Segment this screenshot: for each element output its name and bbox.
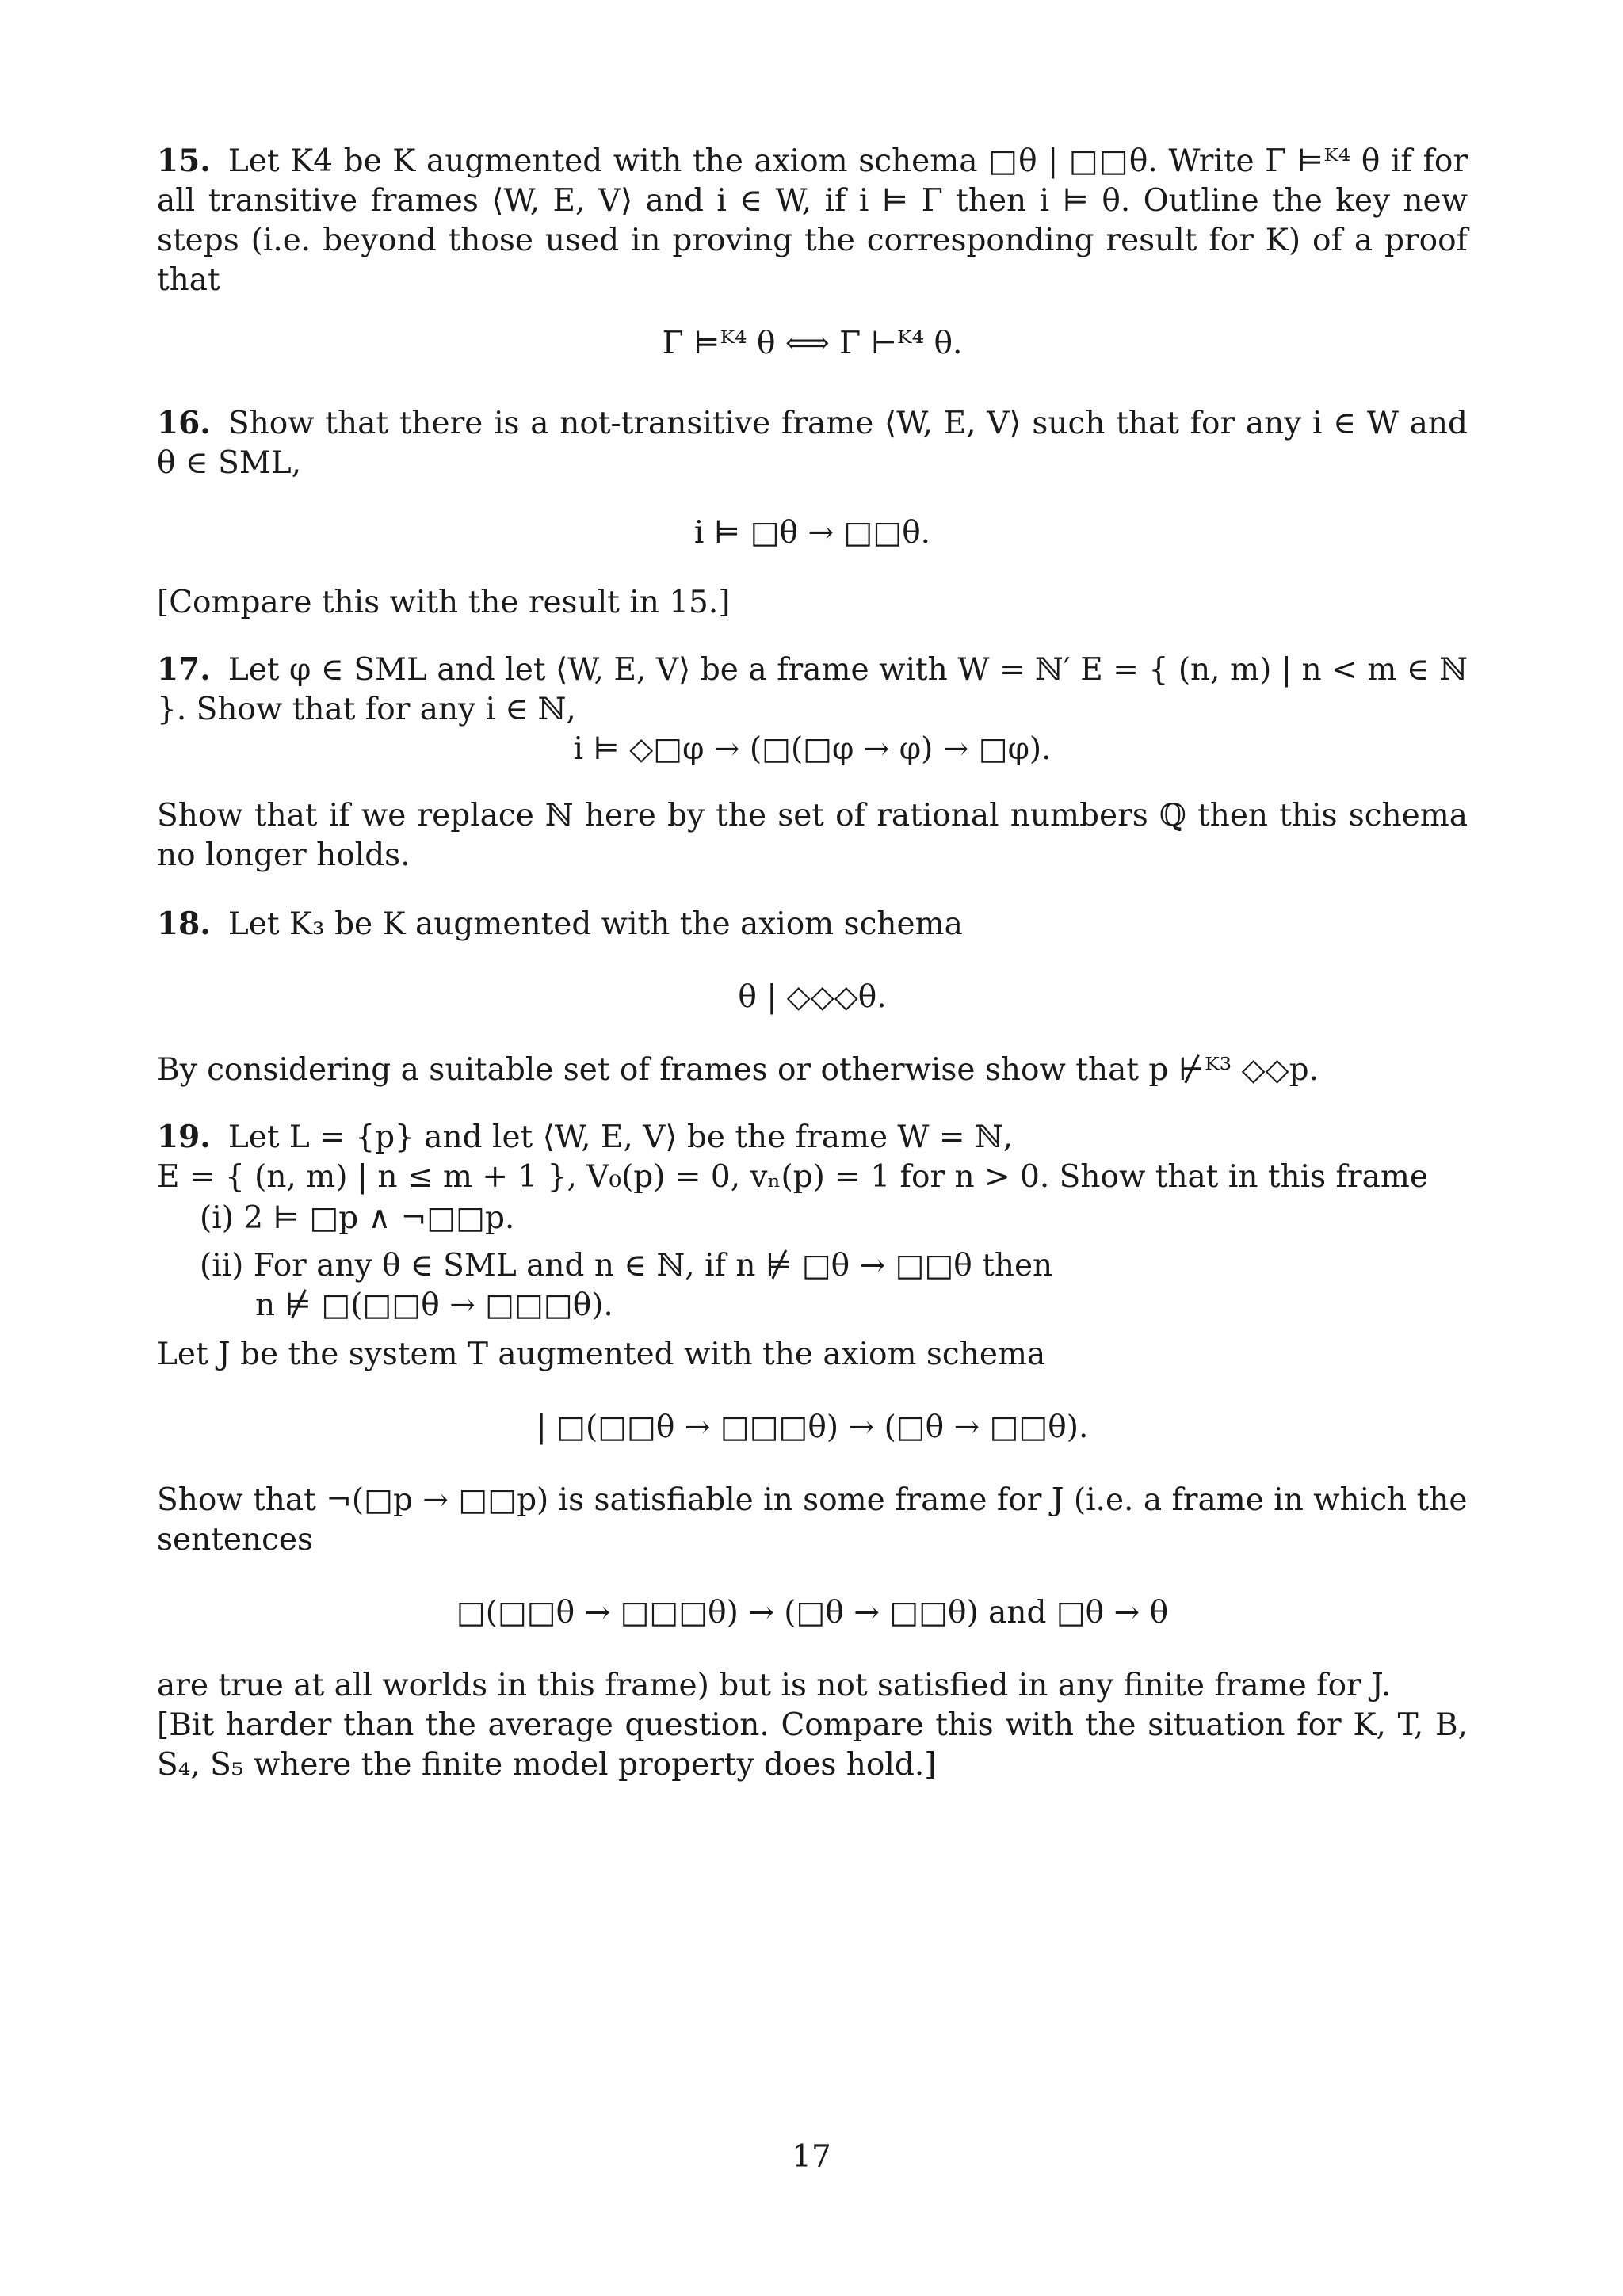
question-17-display: i ⊨ ◇□φ → (□(□φ → φ) → □φ). <box>573 731 1052 767</box>
question-19-show: Show that ¬(□p → □□p) is satisfiable in some frame for J (i.e. a frame in which the sentences <box>157 1482 1468 1558</box>
question-18-text: Let K₃ be K augmented with the axiom schema <box>227 906 963 942</box>
question-19-item-i: (i) 2 ⊨ □p ∧ ¬□□p. <box>200 1200 515 1236</box>
question-19-item-ii-cont: n ⊭ □(□□θ → □□□θ). <box>255 1287 613 1323</box>
question-17 <box>157 650 1468 730</box>
question-19-number: 19. <box>157 1119 211 1155</box>
question-18-number: 18. <box>157 906 211 942</box>
question-19-item-ii: (ii) For any θ ∈ SML and n ∈ ℕ, if n ⊭ □θ → □□θ then <box>200 1248 1053 1283</box>
question-16-text: Show that there is a not-transitive frame ⟨W, E, V⟩ such that for any i ∈ W and θ ∈ SML, <box>157 406 1468 481</box>
question-19 <box>157 1117 1468 1158</box>
question-19-line2: E = { (n, m) | n ≤ m + 1 }, V₀(p) = 0, vₙ(p) = 1 for n > 0. Show that in this frame <box>157 1159 1428 1195</box>
question-15-number: 15. <box>157 143 211 179</box>
question-16 <box>157 403 1468 483</box>
question-17-after: Show that if we replace ℕ here by the set of rational numbers ℚ then this schema no longer holds. <box>157 798 1468 873</box>
question-15-text: Let K4 be K augmented with the axiom schema □θ | □□θ. Write Γ ⊨ᴷ⁴ θ if for all transitive frames ⟨W, E, V⟩ and i ∈ W, if i ⊨ Γ then i ⊨ θ. Outline the key new steps (i.e. beyond those used in proving the corresponding result for K) of a proof that <box>157 143 1468 298</box>
page-content <box>157 141 1468 1785</box>
question-16-display: i ⊨ □θ → □□θ. <box>693 515 931 551</box>
question-16-note: [Compare this with the result in 15.] <box>157 585 731 620</box>
question-15-display: Γ ⊨ᴷ⁴ θ ⟺ Γ ⊢ᴷ⁴ θ. <box>662 326 963 361</box>
question-16-number: 16. <box>157 405 211 441</box>
question-19-display-2: □(□□θ → □□□θ) → (□θ → □□θ) and □θ → θ <box>456 1595 1169 1630</box>
question-18-display: θ | ◇◇◇θ. <box>738 979 887 1015</box>
question-15 <box>157 141 1468 300</box>
question-19-system: Let J be the system T augmented with the axiom schema <box>157 1337 1046 1372</box>
question-17-text: Let φ ∈ SML and let ⟨W, E, V⟩ be a frame with W = ℕ′ E = { (n, m) | n < m ∈ ℕ }. Show that for any i ∈ ℕ, <box>157 652 1468 727</box>
page-number: 17 <box>792 2139 831 2175</box>
question-18 <box>157 904 1468 944</box>
question-19-display-1: | □(□□θ → □□□θ) → (□θ → □□θ). <box>536 1409 1089 1445</box>
question-17-number: 17. <box>157 651 211 688</box>
question-18-after: By considering a suitable set of frames or otherwise show that p ⊬ᴷ³ ◇◇p. <box>157 1052 1319 1088</box>
question-19-after: are true at all worlds in this frame) but is not satisfied in any finite frame for J. <box>157 1668 1392 1703</box>
question-19-line1: Let L = {p} and let ⟨W, E, V⟩ be the frame W = ℕ, <box>227 1119 1014 1155</box>
question-19-note: [Bit harder than the average question. Compare this with the situation for K, T, B, S₄, S₅ where the finite model property does hold.] <box>157 1707 1468 1783</box>
